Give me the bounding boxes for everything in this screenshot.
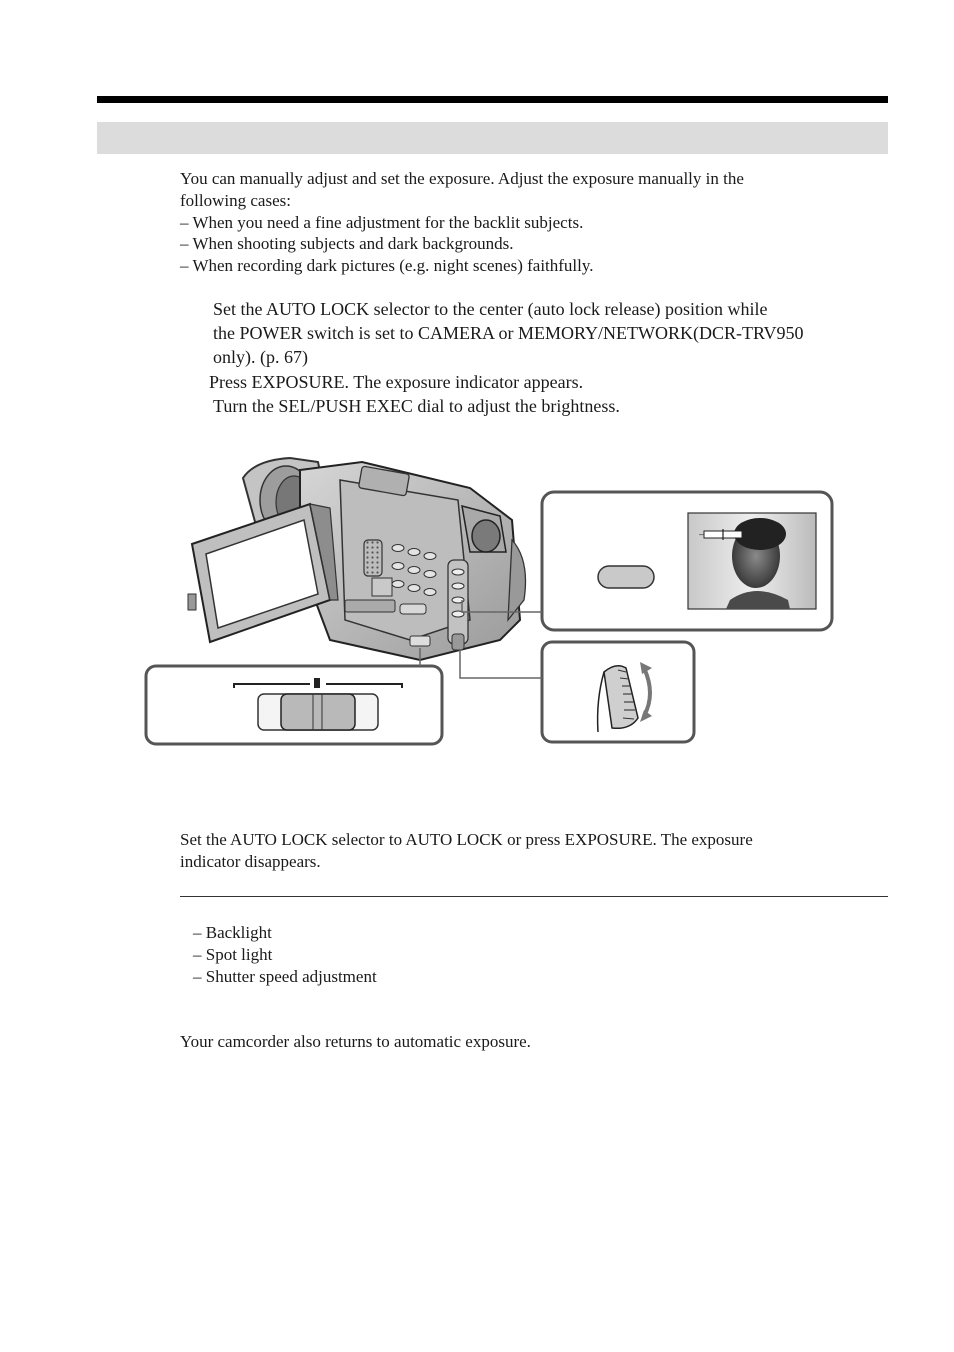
case-item: – When recording dark pictures (e.g. night scenes) faithfully. (180, 256, 594, 275)
step-2: Press EXPOSURE. The exposure indicator appears. (209, 372, 584, 392)
note-item: – Shutter speed adjustment (193, 967, 377, 986)
header-rule (97, 96, 888, 103)
case-item: – When shooting subjects and dark backgrounds. (180, 234, 514, 253)
step-1-line-3: only). (p. 67) (213, 347, 308, 367)
microphone-grille (364, 540, 382, 576)
dial-callout (542, 642, 694, 742)
lcd-panel (188, 504, 338, 642)
auto-lock-callout (146, 666, 442, 744)
notes-footer: Your camcorder also returns to automatic exposure. (180, 1032, 531, 1051)
camcorder-illustration (0, 440, 954, 760)
indicator-plus: + (744, 531, 749, 540)
intro-line-2: following cases: (180, 191, 291, 210)
indicator-minus: – (699, 530, 704, 539)
section-heading-bar (97, 122, 888, 154)
note-item: – Spot light (193, 945, 273, 964)
exposure-button-icon (598, 566, 654, 588)
step-3: Turn the SEL/PUSH EXEC dial to adjust the brightness. (213, 396, 620, 416)
notes-divider (180, 896, 888, 897)
case-item: – When you need a fine adjustment for the backlit subjects. (180, 213, 584, 232)
step-1-line-1: Set the AUTO LOCK selector to the center (auto lock release) position while (213, 299, 768, 319)
note-item: – Backlight (193, 923, 272, 942)
exposure-callout (542, 492, 832, 630)
step-1-line-2: the POWER switch is set to CAMERA or MEMORY/NETWORK(DCR-TRV950 (213, 323, 804, 343)
intro-line-1: You can manually adjust and set the exposure. Adjust the exposure manually in the (180, 169, 744, 188)
return-line-1: Set the AUTO LOCK selector to AUTO LOCK or press EXPOSURE. The exposure (180, 830, 753, 849)
return-line-2: indicator disappears. (180, 852, 321, 871)
